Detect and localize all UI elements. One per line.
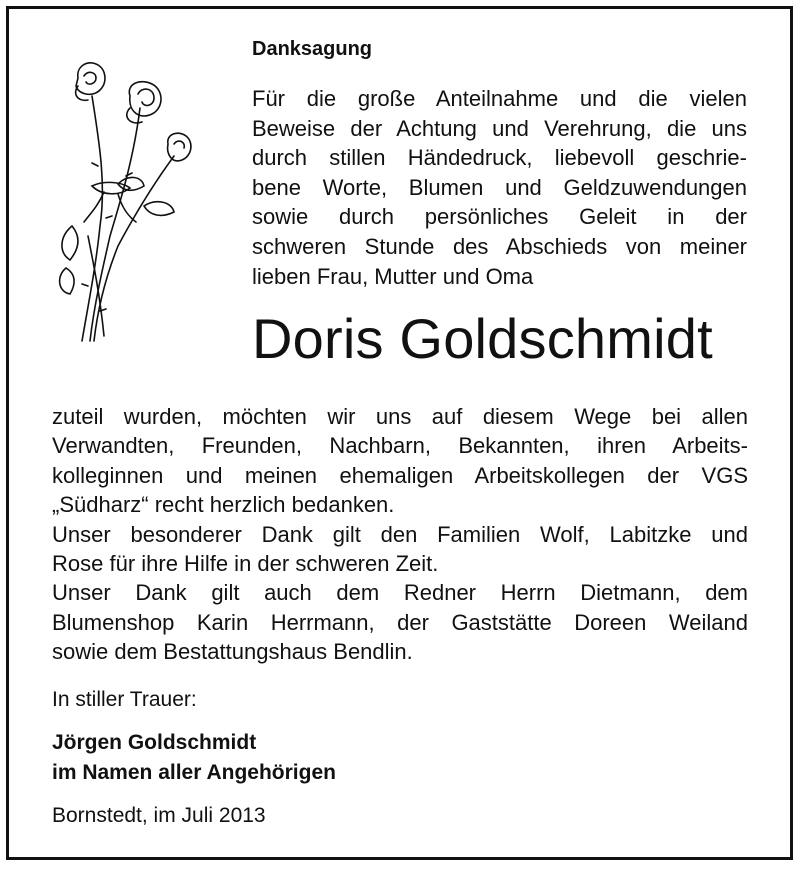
intro-paragraph [252,84,747,291]
body-paragraph [52,402,748,667]
intro-line: durch stillen Händedruck, liebevoll geschrie- [252,145,747,171]
deceased-name: Doris Goldschmidt [252,307,713,370]
closing-line: In stiller Trauer: [52,688,197,711]
body-line: Unser besonderer Dank gilt den Familien Wolf, Labitzke und [52,521,748,547]
body-line: sowie dem Bestattungshaus Bendlin. [52,639,413,665]
signature-name: Jörgen Goldschmidt [52,731,257,754]
body-line: zuteil wurden, möchten wir uns auf diesem Wege bei allen [52,404,748,429]
body-line: kolleginnen und meinen ehemaligen Arbeitskollegen der VGS [52,462,748,488]
body-line: Unser Dank gilt auch dem Redner Herrn Dietmann, dem [52,580,748,606]
intro-line: schweren Stunde des Abschieds von meiner [252,233,747,259]
signature-block [52,728,336,788]
intro-line: lieben Frau, Mutter und Oma [252,263,534,289]
intro-line: bene Worte, Blumen und Geldzuwendungen [252,174,747,200]
signature-line2: im Namen aller Angehörigen [52,761,336,784]
intro-line: sowie durch persönliches Geleit in der [252,204,747,230]
place-date: Bornstedt, im Juli 2013 [52,804,266,827]
roses-illustration [48,56,198,346]
body-line: Blumenshop Karin Herrmann, der Gaststätte Doreen Weiland [52,609,748,635]
body-line: Verwandten, Freunden, Nachbarn, Bekannten, ihren Arbeits- [52,433,748,459]
intro-line: Für die große Anteilnahme und die vielen [252,86,747,111]
body-line: Rose für ihre Hilfe in der schweren Zeit. [52,551,439,577]
intro-line: Beweise der Achtung und Verehrung, die uns [252,115,747,141]
heading: Danksagung [252,38,373,60]
body-line: „Südharz“ recht herzlich bedanken. [52,492,395,518]
